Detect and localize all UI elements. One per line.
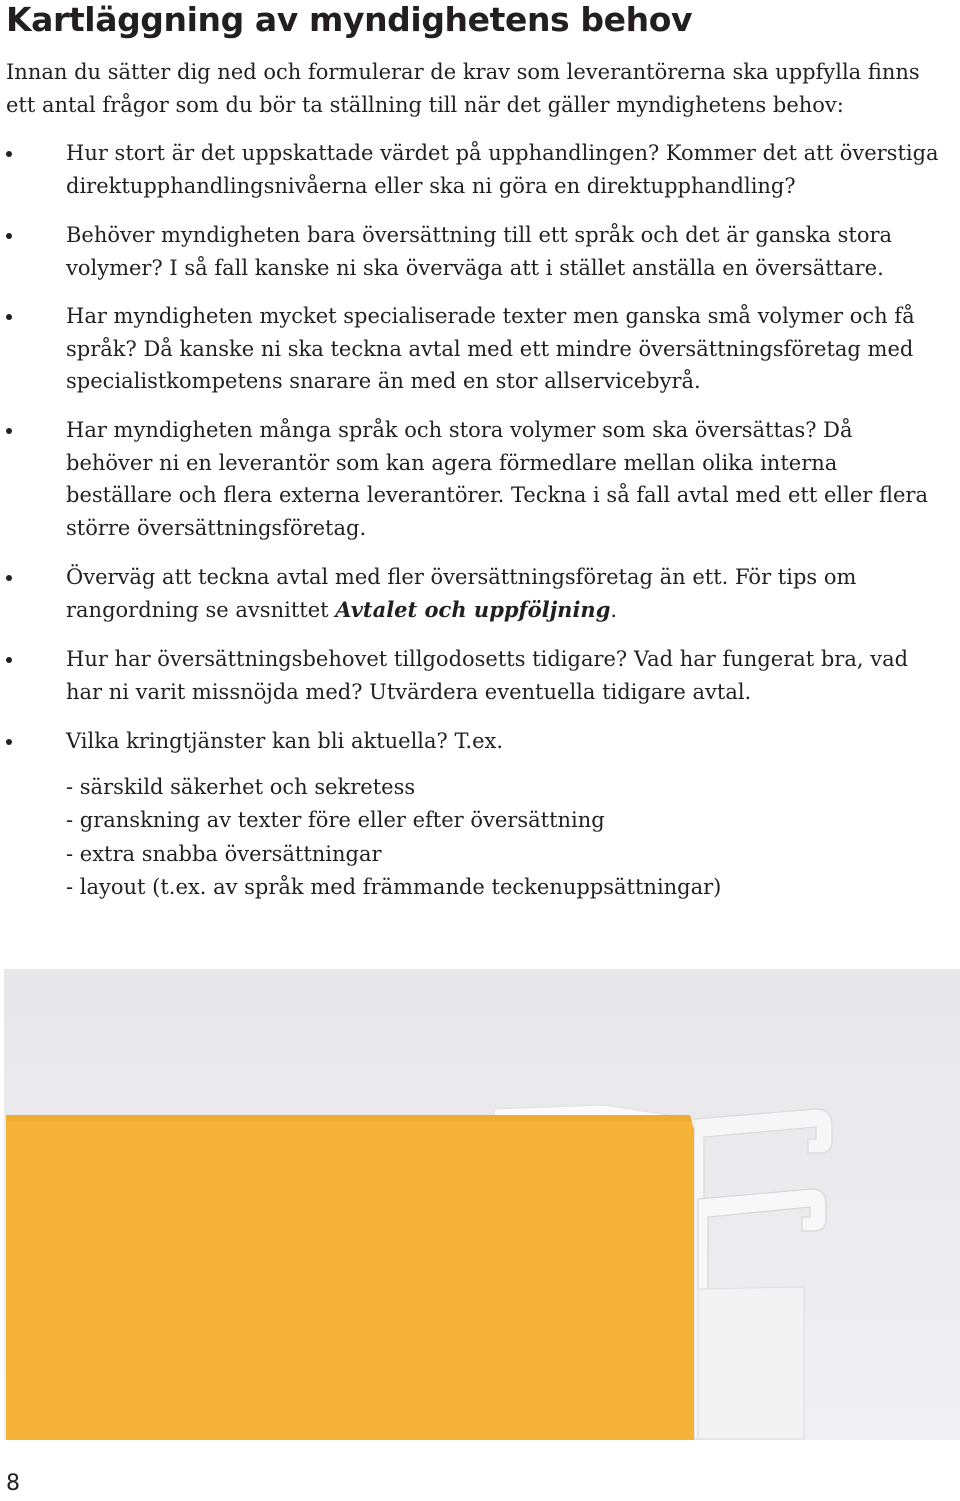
intro-line: ett antal frågor som du bör ta ställning till när det gäller myndighetens behov: (6, 92, 844, 117)
service-dash-list (66, 771, 721, 904)
list-item-line: behöver ni en leverantör som kan agera förmedlare mellan olika interna (66, 450, 838, 475)
list-item-line: direktupphandlingsnivåerna eller ska ni göra en direktupphandling? (66, 173, 796, 198)
bullet-icon (6, 151, 12, 157)
list-item-line: volymer? I så fall kanske ni ska överväga att i stället anställa en översättare. (66, 255, 884, 280)
dash-item: - granskning av texter före eller efter översättning (66, 808, 605, 833)
list-item-line: har ni varit missnöjda med? Utvärdera eventuella tidigare avtal. (66, 679, 752, 704)
page-number: 8 (6, 1471, 20, 1496)
bullet-icon (6, 314, 12, 320)
yellow-folder (6, 1115, 694, 1440)
section-reference-link: Avtalet och uppföljning (335, 596, 611, 622)
page-title: Kartläggning av myndighetens behov (6, 0, 693, 39)
list-item-line: Har myndigheten många språk och stora volymer som ska översättas? Då (66, 418, 853, 442)
bullet-icon (6, 575, 12, 581)
list-item-line: Hur stort är det uppskattade värdet på upphandlingen? Kommer det att överstiga (66, 141, 939, 165)
list-item-line: Hur har översättningsbehovet tillgodosetts tidigare? Vad har fungerat bra, vad (66, 647, 909, 671)
folder-hanger-hooks (694, 1109, 832, 1439)
list-item-line: Överväg att teckna avtal med fler översättningsföretag än ett. För tips om (66, 565, 857, 589)
list-item-line (66, 594, 856, 627)
dash-item: - layout (t.ex. av språk med främmande teckenuppsättningar) (66, 874, 722, 899)
section-reference-suffix: . (610, 597, 618, 622)
file-folder-photo (4, 969, 960, 1440)
list-item-line: Har myndigheten mycket specialiserade texter men ganska små volymer och få (66, 304, 915, 328)
bullet-icon (6, 739, 12, 745)
list-item-line: Vilka kringtjänster kan bli aktuella? T.ex. (66, 729, 504, 753)
dash-item: - särskild säkerhet och sekretess (66, 775, 416, 799)
section-reference-prefix: rangordning se avsnittet (66, 597, 336, 622)
file-folder-illustration (4, 969, 960, 1440)
bullet-icon (6, 233, 12, 239)
list-item-line: språk? Då kanske ni ska teckna avtal med ett mindre översättningsföretag med (66, 336, 914, 361)
list-item-line: specialistkompetens snarare än med en stor allservicebyrå. (66, 369, 701, 393)
list-item-line: beställare och flera externa leverantörer. Teckna i så fall avtal med ett eller flera (66, 483, 928, 507)
bullet-icon (6, 428, 12, 434)
dash-item: - extra snabba översättningar (66, 841, 382, 866)
intro-line: Innan du sätter dig ned och formulerar de krav som leverantörerna ska uppfylla finns (6, 60, 920, 84)
list-item-line: större översättningsföretag. (66, 515, 367, 540)
bullet-icon (6, 657, 12, 663)
intro-paragraph (6, 56, 951, 121)
list-item-line: Behöver myndigheten bara översättning till ett språk och det är ganska stora (66, 223, 893, 247)
